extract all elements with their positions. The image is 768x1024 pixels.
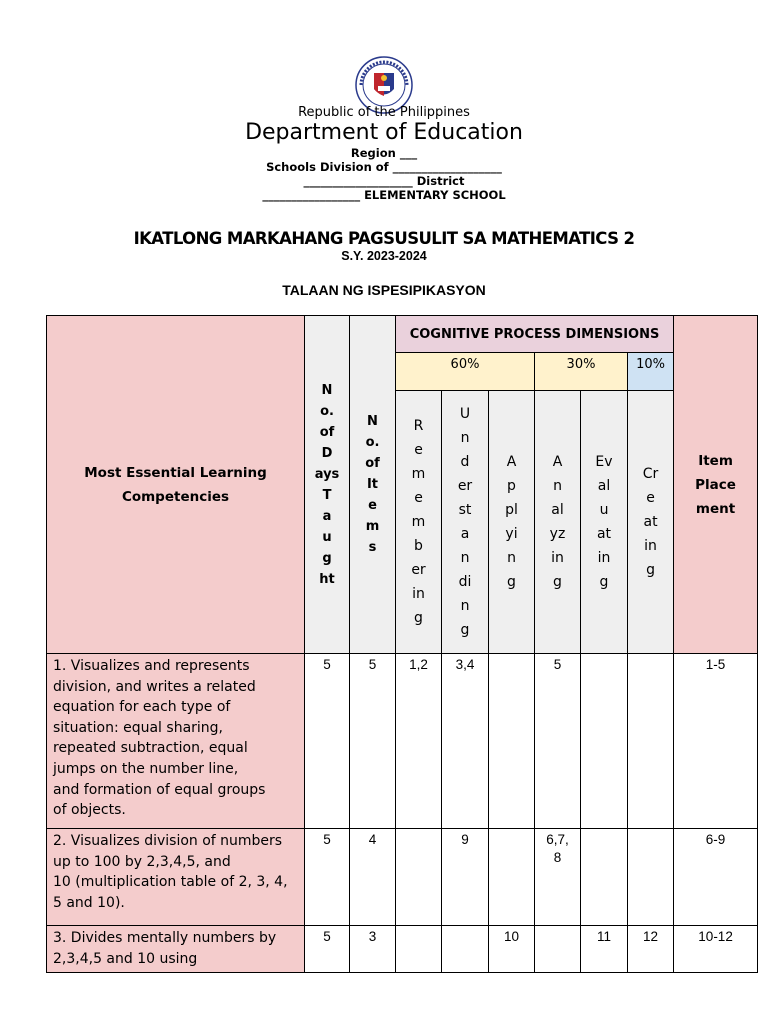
header-fragment: yi [505, 526, 518, 542]
remembering-cell [396, 926, 442, 973]
school-line: _________________ ELEMENTARY SCHOOL [262, 188, 506, 202]
creating-cell [628, 654, 674, 829]
competencies-header: Most Essential Learning Competencies [47, 316, 305, 654]
applying-cell: 10 [489, 926, 535, 973]
creating-cell [628, 829, 674, 926]
understanding-cell: 9 [442, 829, 489, 926]
header-fragment: T [322, 487, 332, 503]
header-fragment: u [322, 529, 332, 545]
region-line: Region ___ [350, 146, 418, 160]
header-fragment: e [646, 490, 655, 506]
placement-cell: 10-12 [674, 926, 758, 973]
evaluating-cell [581, 654, 628, 829]
percent-30: 30% [535, 353, 628, 391]
header-fragment: at [643, 514, 658, 530]
header-fragment: in [551, 550, 564, 566]
competency-cell: 2. Visualizes division of numbers up to 100 by 2,3,4,5, and 10 (multiplication table of 2, 3, 4, 5 and 10). [47, 829, 305, 926]
header-fragment: g [414, 610, 423, 626]
header-fragment: di [458, 574, 472, 590]
header-fragment: R [413, 418, 424, 434]
analyzing-cell: 6,7, 8 [535, 829, 581, 926]
header-fragment: It [366, 477, 379, 492]
analyzing-cell [535, 926, 581, 973]
header-fragment: ht [319, 571, 335, 587]
header-fragment: pl [505, 502, 518, 518]
header-fragment: st [458, 502, 472, 518]
department-title: Department of Education [245, 120, 523, 145]
header-fragment: g [460, 622, 470, 638]
exam-title: IKATLONG MARKAHANG PAGSUSULIT SA MATHEMATICS 2 [133, 229, 635, 248]
header-fragment: g [646, 562, 655, 578]
applying-header [489, 391, 535, 654]
applying-cell [489, 829, 535, 926]
header-fragment: yz [549, 526, 566, 542]
header-fragment: b [414, 538, 423, 554]
division-line: Schools Division of ___________________ [266, 160, 502, 174]
header-fragment: d [460, 454, 470, 470]
evaluating-header [581, 391, 628, 654]
items-cell: 3 [350, 926, 396, 973]
applying-cell [489, 654, 535, 829]
header-fragment: m [365, 519, 380, 534]
school-year: S.Y. 2023-2024 [341, 249, 427, 263]
days-cell: 5 [305, 829, 350, 926]
header-fragment: er [457, 478, 473, 494]
no-of-items-header [350, 316, 396, 654]
header-fragment: a [460, 526, 470, 542]
analyzing-cell: 5 [535, 654, 581, 829]
district-line: ___________________ District [303, 174, 465, 188]
items-cell: 5 [350, 654, 396, 829]
header-fragment: g [507, 574, 516, 590]
header-fragment: o. [320, 403, 334, 419]
header-fragment: n [507, 550, 516, 566]
header-fragment: D [321, 445, 333, 461]
creating-cell: 12 [628, 926, 674, 973]
understanding-cell: 3,4 [442, 654, 489, 829]
items-cell: 4 [350, 829, 396, 926]
placement-cell: 1-5 [674, 654, 758, 829]
item-placement-header: Item Place ment [674, 316, 758, 654]
header-fragment: N [321, 382, 333, 398]
header-fragment: in [412, 586, 425, 602]
header-fragment: g [599, 574, 609, 590]
competency-cell: 3. Divides mentally numbers by 2,3,4,5 and 10 using [47, 926, 305, 973]
header-fragment: n [460, 430, 470, 446]
header-fragment: A [506, 454, 517, 470]
header-fragment: g [553, 574, 562, 590]
days-cell: 5 [305, 926, 350, 973]
header-fragment: e [368, 498, 377, 513]
header-fragment: al [597, 478, 611, 494]
header-fragment: A [552, 454, 563, 470]
remembering-cell [396, 829, 442, 926]
table-title: TALAAN NG ISPESIPIKASYON [282, 282, 486, 298]
header-fragment: in [644, 538, 657, 554]
header-fragment: Cr [642, 466, 659, 482]
header-fragment: a [322, 508, 332, 524]
header-fragment: m [411, 514, 426, 530]
header-fragment: s [368, 540, 377, 555]
days-cell: 5 [305, 654, 350, 829]
header-fragment: n [460, 550, 470, 566]
header-fragment: e [414, 442, 423, 458]
header-fragment: ays [314, 466, 340, 482]
days-taught-header [305, 316, 350, 654]
header-fragment: p [507, 478, 516, 494]
analyzing-header [535, 391, 581, 654]
header-fragment: U [459, 406, 471, 422]
header-fragment: n [553, 478, 562, 494]
header-fragment: in [597, 550, 611, 566]
understanding-cell [442, 926, 489, 973]
table-row [47, 829, 758, 926]
header-fragment: g [322, 550, 332, 566]
header-fragment: o. [365, 435, 380, 450]
creating-header [628, 391, 674, 654]
header-fragment: N [367, 414, 378, 429]
remembering-header [396, 391, 442, 654]
specification-table [46, 315, 758, 973]
placement-cell: 6-9 [674, 829, 758, 926]
header-fragment: n [460, 598, 470, 614]
header-fragment: of [365, 456, 380, 471]
header-fragment: e [414, 490, 423, 506]
evaluating-cell: 11 [581, 926, 628, 973]
evaluating-cell [581, 829, 628, 926]
header-fragment: al [551, 502, 564, 518]
header-fragment: u [599, 502, 609, 518]
header-fragment: of [319, 424, 335, 440]
table-row [47, 654, 758, 829]
percent-60: 60% [396, 353, 535, 391]
percent-10: 10% [628, 353, 674, 391]
cognitive-process-dimensions-header: COGNITIVE PROCESS DIMENSIONS [396, 316, 674, 353]
header-fragment: Ev [595, 454, 613, 470]
remembering-cell: 1,2 [396, 654, 442, 829]
header-fragment: at [596, 526, 612, 542]
header-fragment: er [411, 562, 426, 578]
understanding-header [442, 391, 489, 654]
table-row [47, 926, 758, 973]
republic-label: Republic of the Philippines [298, 105, 470, 120]
competency-cell: 1. Visualizes and represents division, and writes a related equation for each type of situation: equal sharing, repeated subtraction, equal jumps on the number line, and formation of equal groups of objects. [47, 654, 305, 829]
header-fragment: m [411, 466, 426, 482]
